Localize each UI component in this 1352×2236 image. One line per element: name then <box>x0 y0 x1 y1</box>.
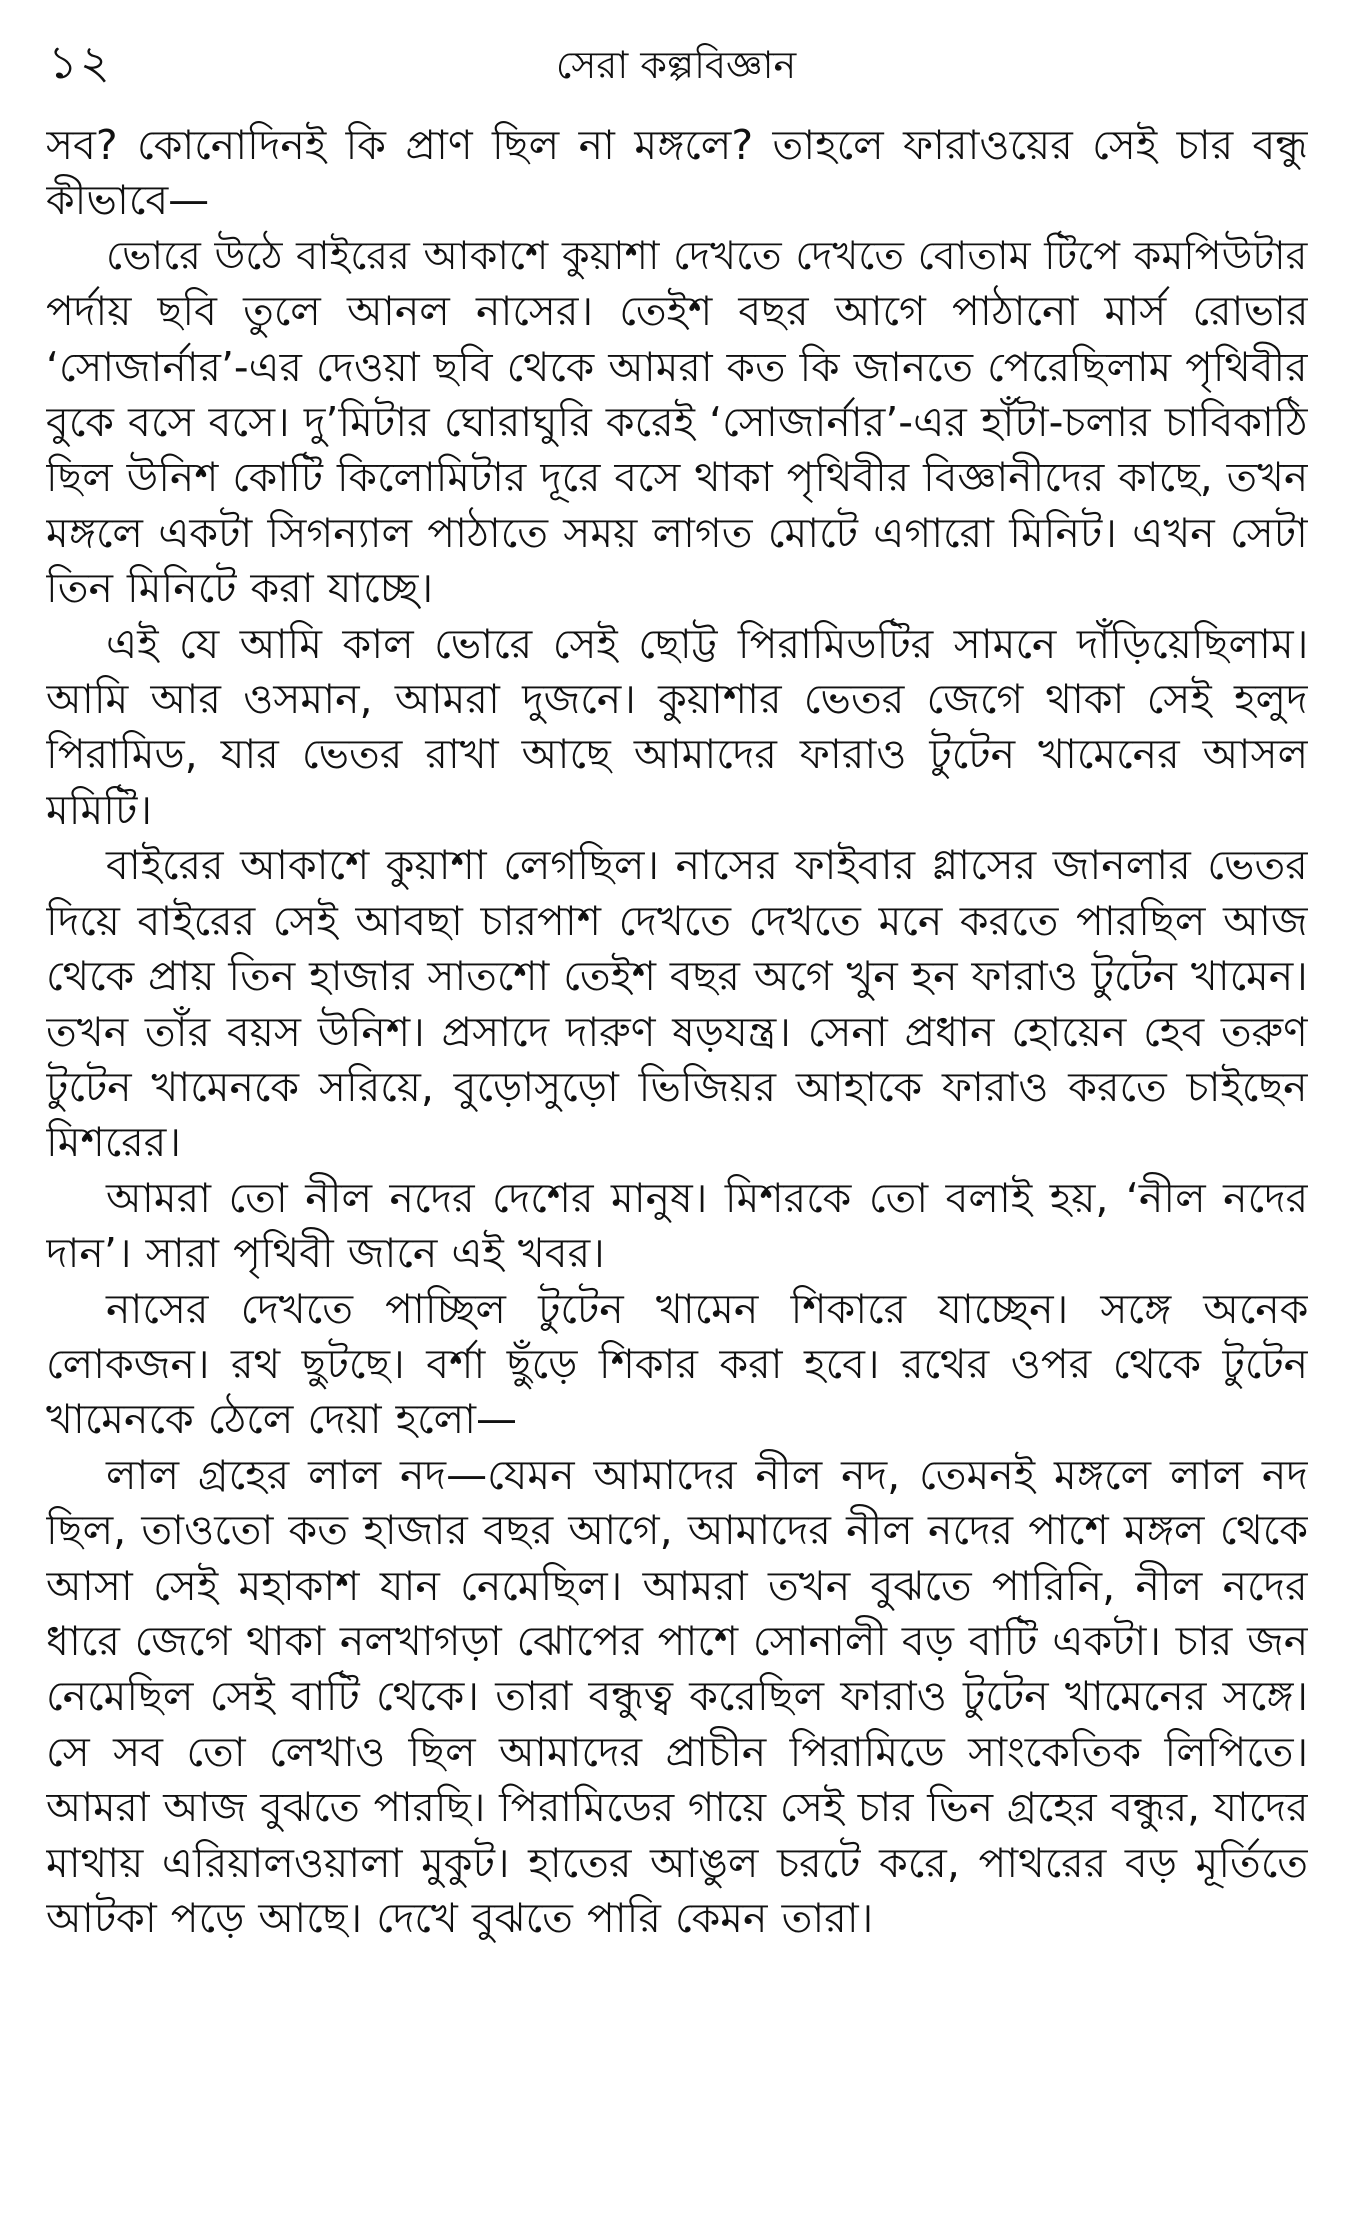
text-line: ধারে জেগে থাকা নলখাগড়া ঝোপের পাশে সোনালী বড় বাটি একটা। চার জন <box>46 1616 1308 1665</box>
text-line: থেকে প্রায় তিন হাজার সাতশো তেইশ বছর অগে খুন হন ফারাও টুটেন খামেন। <box>46 952 1308 1001</box>
text-line: সে সব তো লেখাও ছিল আমাদের প্রাচীন পিরামিডে সাংকেতিক লিপিতে। <box>46 1727 1308 1776</box>
paragraph <box>46 229 1308 617</box>
paragraph <box>46 1282 1308 1448</box>
page-header <box>40 28 1312 98</box>
text-line: বুকে বসে বসে। দু’মিটার ঘোরাঘুরি করেই ‘সোজার্নার’-এর হাঁটা-চলার চাবিকাঠি <box>46 398 1308 447</box>
paragraph <box>46 838 1308 1170</box>
text-line: লাল গ্রহের লাল নদ—যেমন আমাদের নীল নদ, তেমনই মঙ্গলে লাল নদ <box>106 1450 1308 1499</box>
text-line: ছিল উনিশ কোটি কিলোমিটার দূরে বসে থাকা পৃথিবীর বিজ্ঞানীদের কাছে, তখন <box>46 453 1308 502</box>
paragraph <box>46 617 1308 839</box>
paragraph <box>46 1171 1308 1282</box>
text-line: টুটেন খামেনকে সরিয়ে, বুড়োসুড়ো ভিজিয়র আহাকে ফারাও করতে চাইছেন <box>46 1062 1308 1111</box>
running-head-title: সেরা কল্পবিজ্ঞান <box>555 43 797 87</box>
text-line: সব? কোনোদিনই কি প্রাণ ছিল না মঙ্গলে? তাহলে ফারাওয়ের সেই চার বন্ধু <box>46 121 1308 169</box>
text-line: ছিল, তাওতো কত হাজার বছর আগে, আমাদের নীল নদের পাশে মঙ্গল থেকে <box>46 1506 1308 1555</box>
text-line: নেমেছিল সেই বাটি থেকে। তারা বন্ধুত্ব করেছিল ফারাও টুটেন খামেনের সঙ্গে। <box>46 1672 1308 1721</box>
text-line: আমরা তো নীল নদের দেশের মানুষ। মিশরকে তো বলাই হয়, ‘নীল নদের <box>106 1173 1308 1222</box>
text-line: মিশরের। <box>46 1118 181 1167</box>
text-line: বাইরের আকাশে কুয়াশা লেগছিল। নাসের ফাইবার গ্লাসের জানলার ভেতর <box>106 841 1308 890</box>
text-line: মঙ্গলে একটা সিগন্যাল পাঠাতে সময় লাগত মোটে এগারো মিনিট। এখন সেটা <box>46 508 1308 557</box>
text-line: দান’। সারা পৃথিবী জানে এই খবর। <box>46 1229 605 1278</box>
text-line: পিরামিড, যার ভেতর রাখা আছে আমাদের ফারাও টুটেন খামেনের আসল <box>46 730 1308 779</box>
text-line: মাথায় এরিয়ালওয়ালা মুকুট। হাতের আঙুল চরটে করে, পাথরের বড় মূর্তিতে <box>46 1838 1308 1887</box>
text-line: নাসের দেখতে পাচ্ছিল টুটেন খামেন শিকারে যাচ্ছেন। সঙ্গে অনেক <box>106 1284 1308 1333</box>
text-line: আমরা আজ বুঝতে পারছি। পিরামিডের গায়ে সেই চার ভিন গ্রহের বন্ধুর, যাদের <box>46 1784 1308 1832</box>
text-line: আমি আর ওসমান, আমরা দুজনে। কুয়াশার ভেতর জেগে থাকা সেই হলুদ <box>46 675 1308 724</box>
text-line: পর্দায় ছবি তুলে আনল নাসের। তেইশ বছর আগে পাঠানো মার্স রোভার <box>46 287 1308 336</box>
paragraph <box>46 118 1308 229</box>
text-line: লোকজন। রথ ছুটছে। বর্শা ছুঁড়ে শিকার করা হবে। রথের ওপর থেকে টুটেন <box>46 1339 1308 1388</box>
text-line: তখন তাঁর বয়স উনিশ। প্রসাদে দারুণ ষড়যন্ত্র। সেনা প্রধান হোয়েন হেব তরুণ <box>46 1007 1308 1056</box>
text-line: আসা সেই মহাকাশ যান নেমেছিল। আমরা তখন বুঝতে পারিনি, নীল নদের <box>46 1561 1308 1610</box>
text-line: আটকা পড়ে আছে। দেখে বুঝতে পারি কেমন তারা। <box>46 1894 874 1942</box>
text-line: খামেনকে ঠেলে দেয়া হলো— <box>46 1395 518 1444</box>
text-line: কীভাবে— <box>46 176 210 225</box>
paragraph <box>46 1448 1308 1947</box>
text-line: মমিটি। <box>46 785 152 834</box>
text-line: তিন মিনিটে করা যাচ্ছে। <box>46 564 434 613</box>
body-text <box>46 118 1308 1946</box>
text-line: এই যে আমি কাল ভোরে সেই ছোট্ট পিরামিডটির সামনে দাঁড়িয়েছিলাম। <box>106 619 1308 668</box>
page-number: ১২ <box>48 35 112 89</box>
text-line: দিয়ে বাইরের সেই আবছা চারপাশ দেখতে দেখতে মনে করতে পারছিল আজ <box>46 896 1308 945</box>
text-line: ভোরে উঠে বাইরের আকাশে কুয়াশা দেখতে দেখতে বোতাম টিপে কমপিউটার <box>106 232 1308 279</box>
text-line: ‘সোজার্নার’-এর দেওয়া ছবি থেকে আমরা কত কি জানতে পেরেছিলাম পৃথিবীর <box>46 342 1308 391</box>
